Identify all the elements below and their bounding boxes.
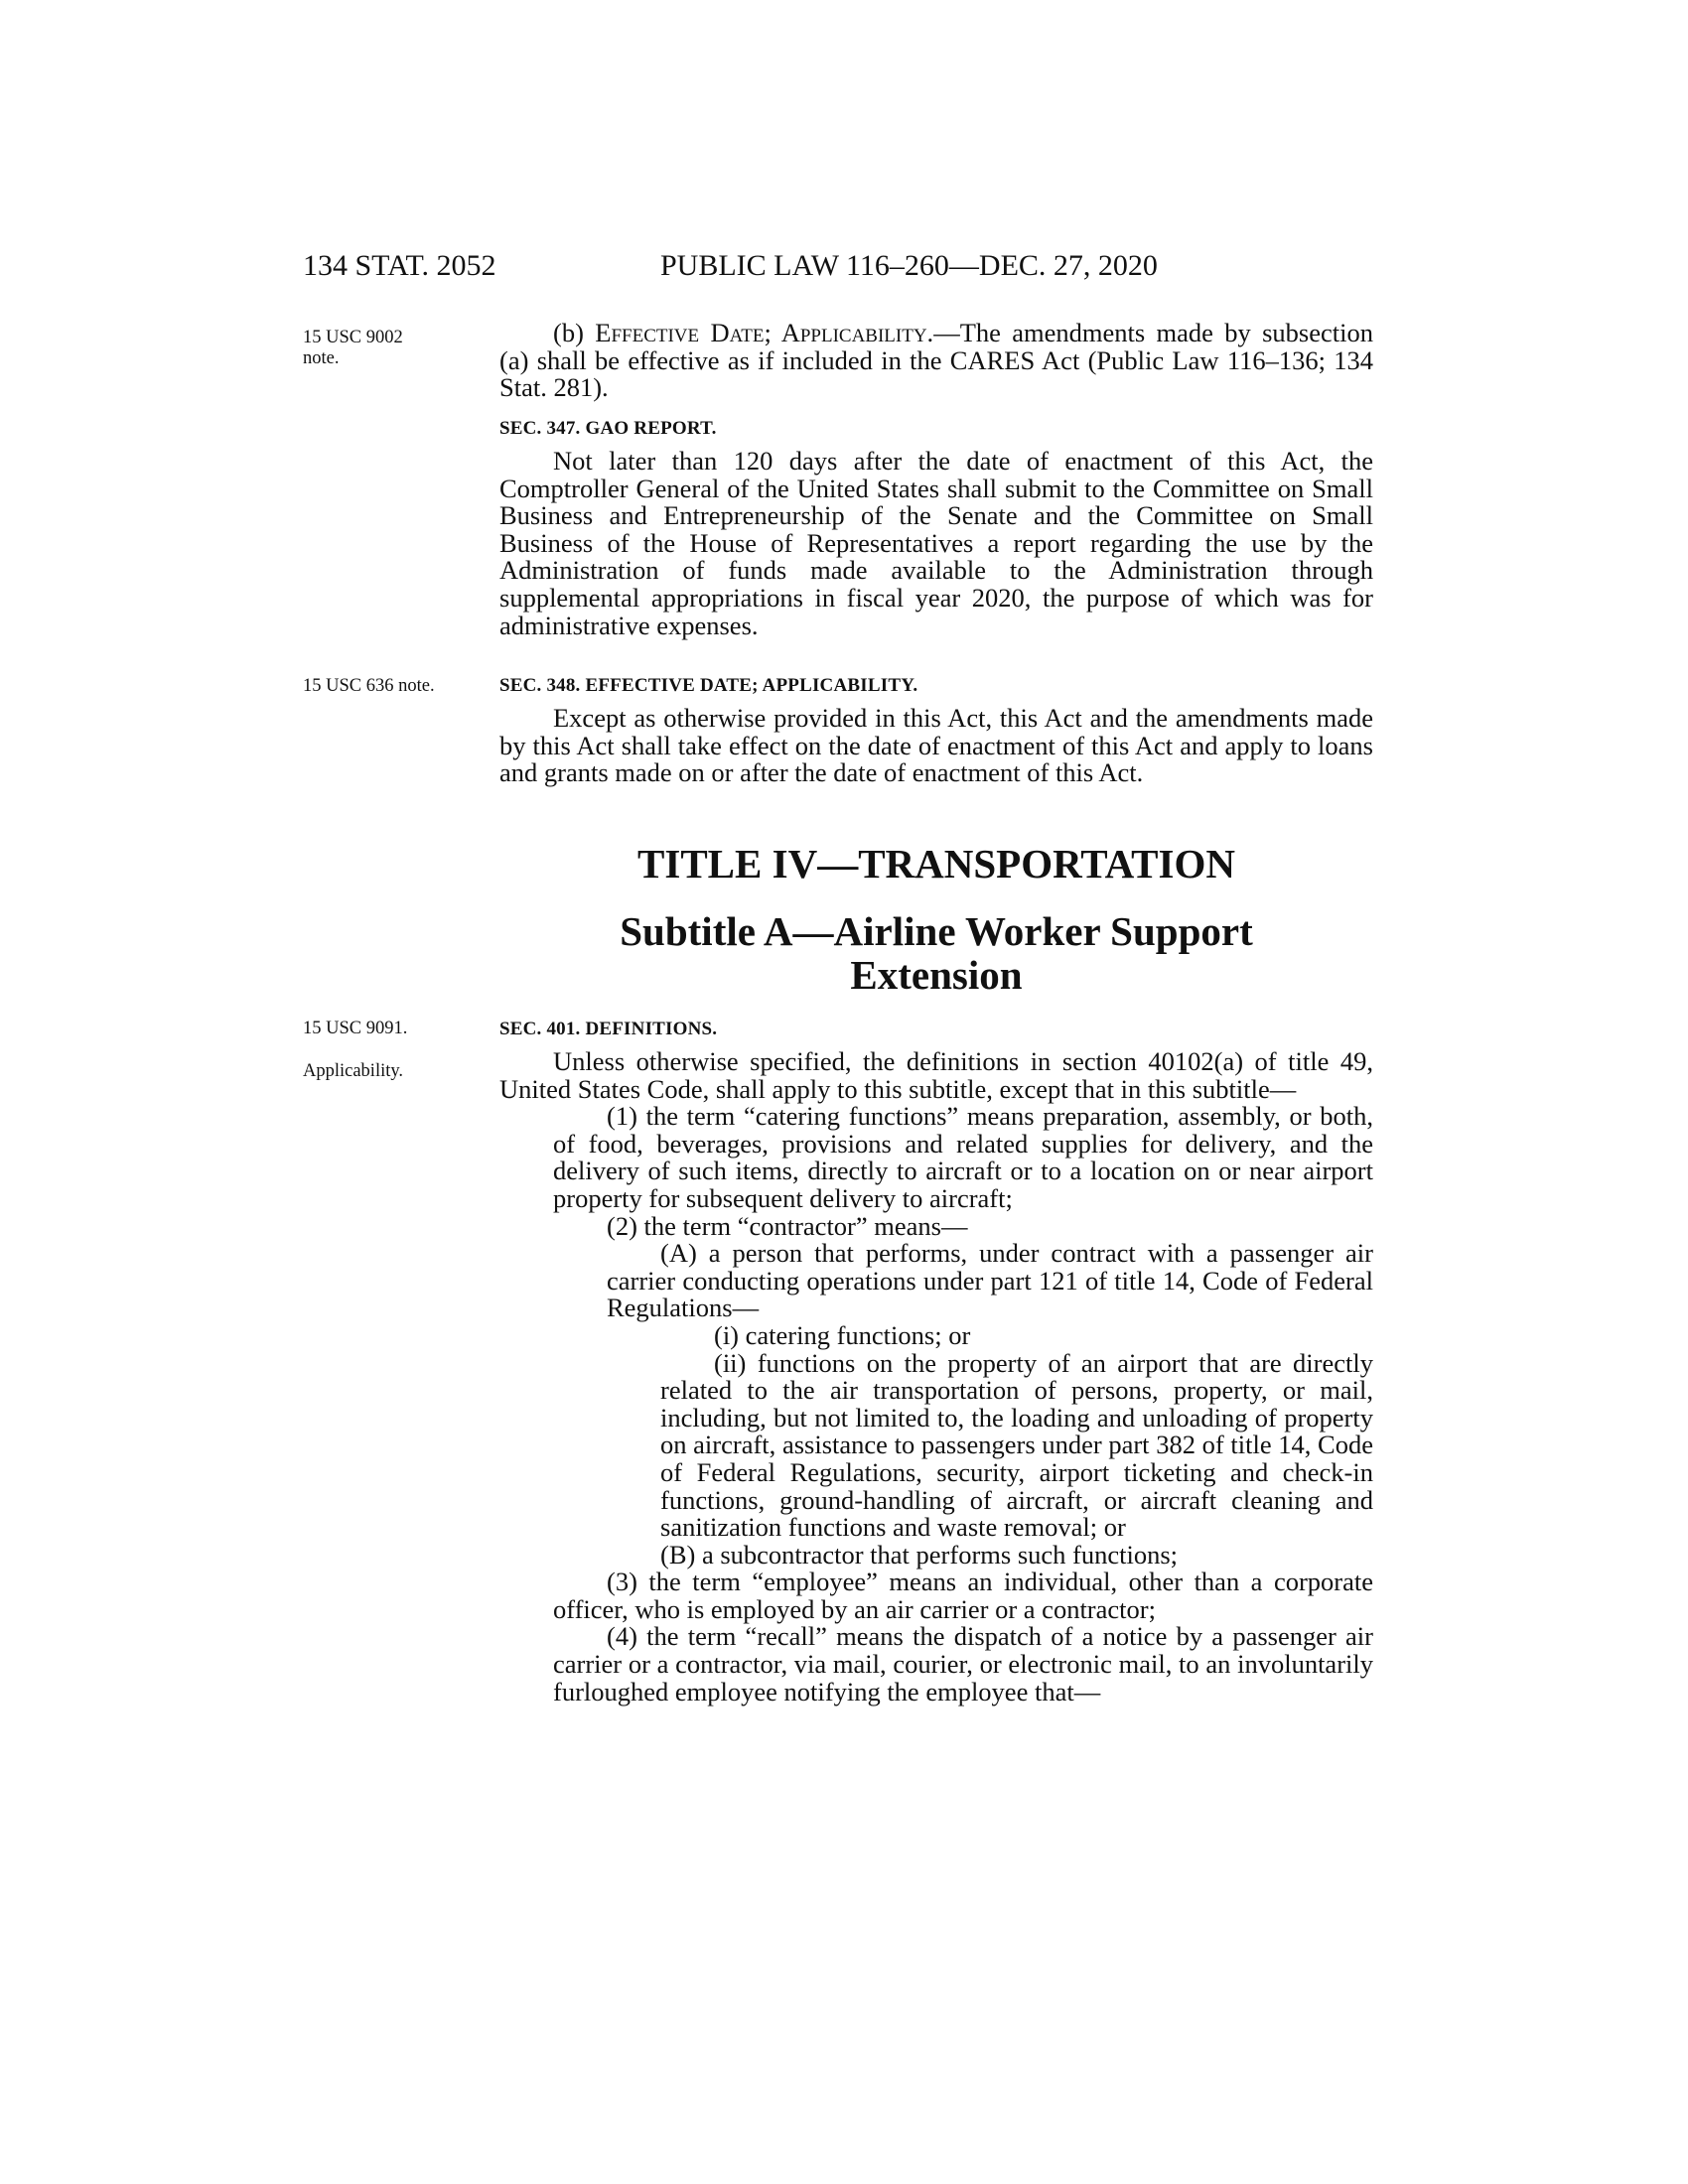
- margin-note-15-usc-9091: 15 USC 9091.: [303, 1019, 408, 1038]
- definition-2-contractor: (2) the term “contractor” means—: [607, 1210, 968, 1241]
- subsection-label: (b): [553, 318, 596, 347]
- margin-note-line: 15 USC 9002: [303, 328, 403, 347]
- definition-2-a-i: (i) catering functions; or: [714, 1319, 971, 1350]
- subtitle-line: Subtitle A—Airline Worker Support: [620, 908, 1253, 954]
- definitions-intro: Unless otherwise specified, the definitions in section 40102(a) of title 49, United States Code, shall apply to this subtitle, except that in this subtitle—: [499, 1046, 1373, 1104]
- section-347-heading: SEC. 347. GAO REPORT.: [499, 418, 717, 439]
- subtitle-a-heading: [499, 909, 1373, 997]
- public-law-title: PUBLIC LAW 116–260—DEC. 27, 2020: [660, 249, 1158, 282]
- definition-2-a: (A) a person that performs, under contract with a passenger air carrier conducting operations under part 121 of title 14, Code of Federal Regulations—: [607, 1238, 1373, 1323]
- definition-2-a-ii: (ii) functions on the property of an airport that are directly related to the air transportation of persons, property, or mail, including, but not limited to, the loading and unloading of property on aircraft, assistance to passengers under part 382 of title 14, Code of Federal Regulations, security, airport ticketing and check-in functions, ground-handling of aircraft, or aircraft cleaning and sanitization functions and waste removal; or: [660, 1347, 1373, 1543]
- subsection-text: —The amendments made by subsection (a) shall be effective as if included in the CARES Act (Public Law 116–136; 134 Stat. 281).: [499, 318, 1373, 403]
- subsection-heading: Effective Date; Applicability.: [595, 318, 934, 347]
- section-348-paragraph: Except as otherwise provided in this Act, this Act and the amendments made by this Act shall take effect on the date of enactment of this Act and apply to loans and grants made on or after the date of enactment of this Act.: [499, 703, 1373, 788]
- statute-page-number: 134 STAT. 2052: [303, 249, 496, 282]
- margin-note-line: note.: [303, 348, 340, 368]
- section-348-heading: SEC. 348. EFFECTIVE DATE; APPLICABILITY.: [499, 675, 918, 696]
- definition-1-catering: (1) the term “catering functions” means preparation, assembly, or both, of food, beverages, provisions and related supplies for delivery, and the delivery of such items, directly to aircraft or to a location on or near airport property for subsequent delivery to aircraft;: [553, 1101, 1373, 1213]
- subsection-b-paragraph: [499, 320, 1373, 402]
- definition-4-recall: (4) the term “recall” means the dispatch of a notice by a passenger air carrier or a contractor, via mail, courier, or electronic mail, to an involuntarily furloughed employee notifying the employee that—: [553, 1621, 1373, 1706]
- definition-3-employee: (3) the term “employee” means an individual, other than a corporate officer, who is employed by an air carrier or a contractor;: [553, 1567, 1373, 1624]
- definition-2-b: (B) a subcontractor that performs such functions;: [660, 1539, 1179, 1570]
- margin-note-applicability: Applicability.: [303, 1061, 404, 1081]
- margin-note-15-usc-636: 15 USC 636 note.: [303, 676, 435, 696]
- section-401-heading: SEC. 401. DEFINITIONS.: [499, 1019, 718, 1039]
- margin-note-15-usc-9002: [303, 328, 487, 369]
- section-347-paragraph: Not later than 120 days after the date of enactment of this Act, the Comptroller General of the United States shall submit to the Committee on Small Business and Entrepreneurship of the Senate and the Committee on Small Business of the House of Representatives a report regarding the use by the Administration of funds made available to the Administration through supplemental appropriations in fiscal year 2020, the purpose of which was for administrative expenses.: [499, 446, 1373, 640]
- subtitle-line: Extension: [850, 952, 1023, 998]
- section-347-text: [499, 448, 1373, 639]
- title-iv-heading: TITLE IV—TRANSPORTATION: [637, 841, 1235, 887]
- section-401-text: [499, 1048, 1373, 1706]
- section-348-text: [499, 705, 1373, 787]
